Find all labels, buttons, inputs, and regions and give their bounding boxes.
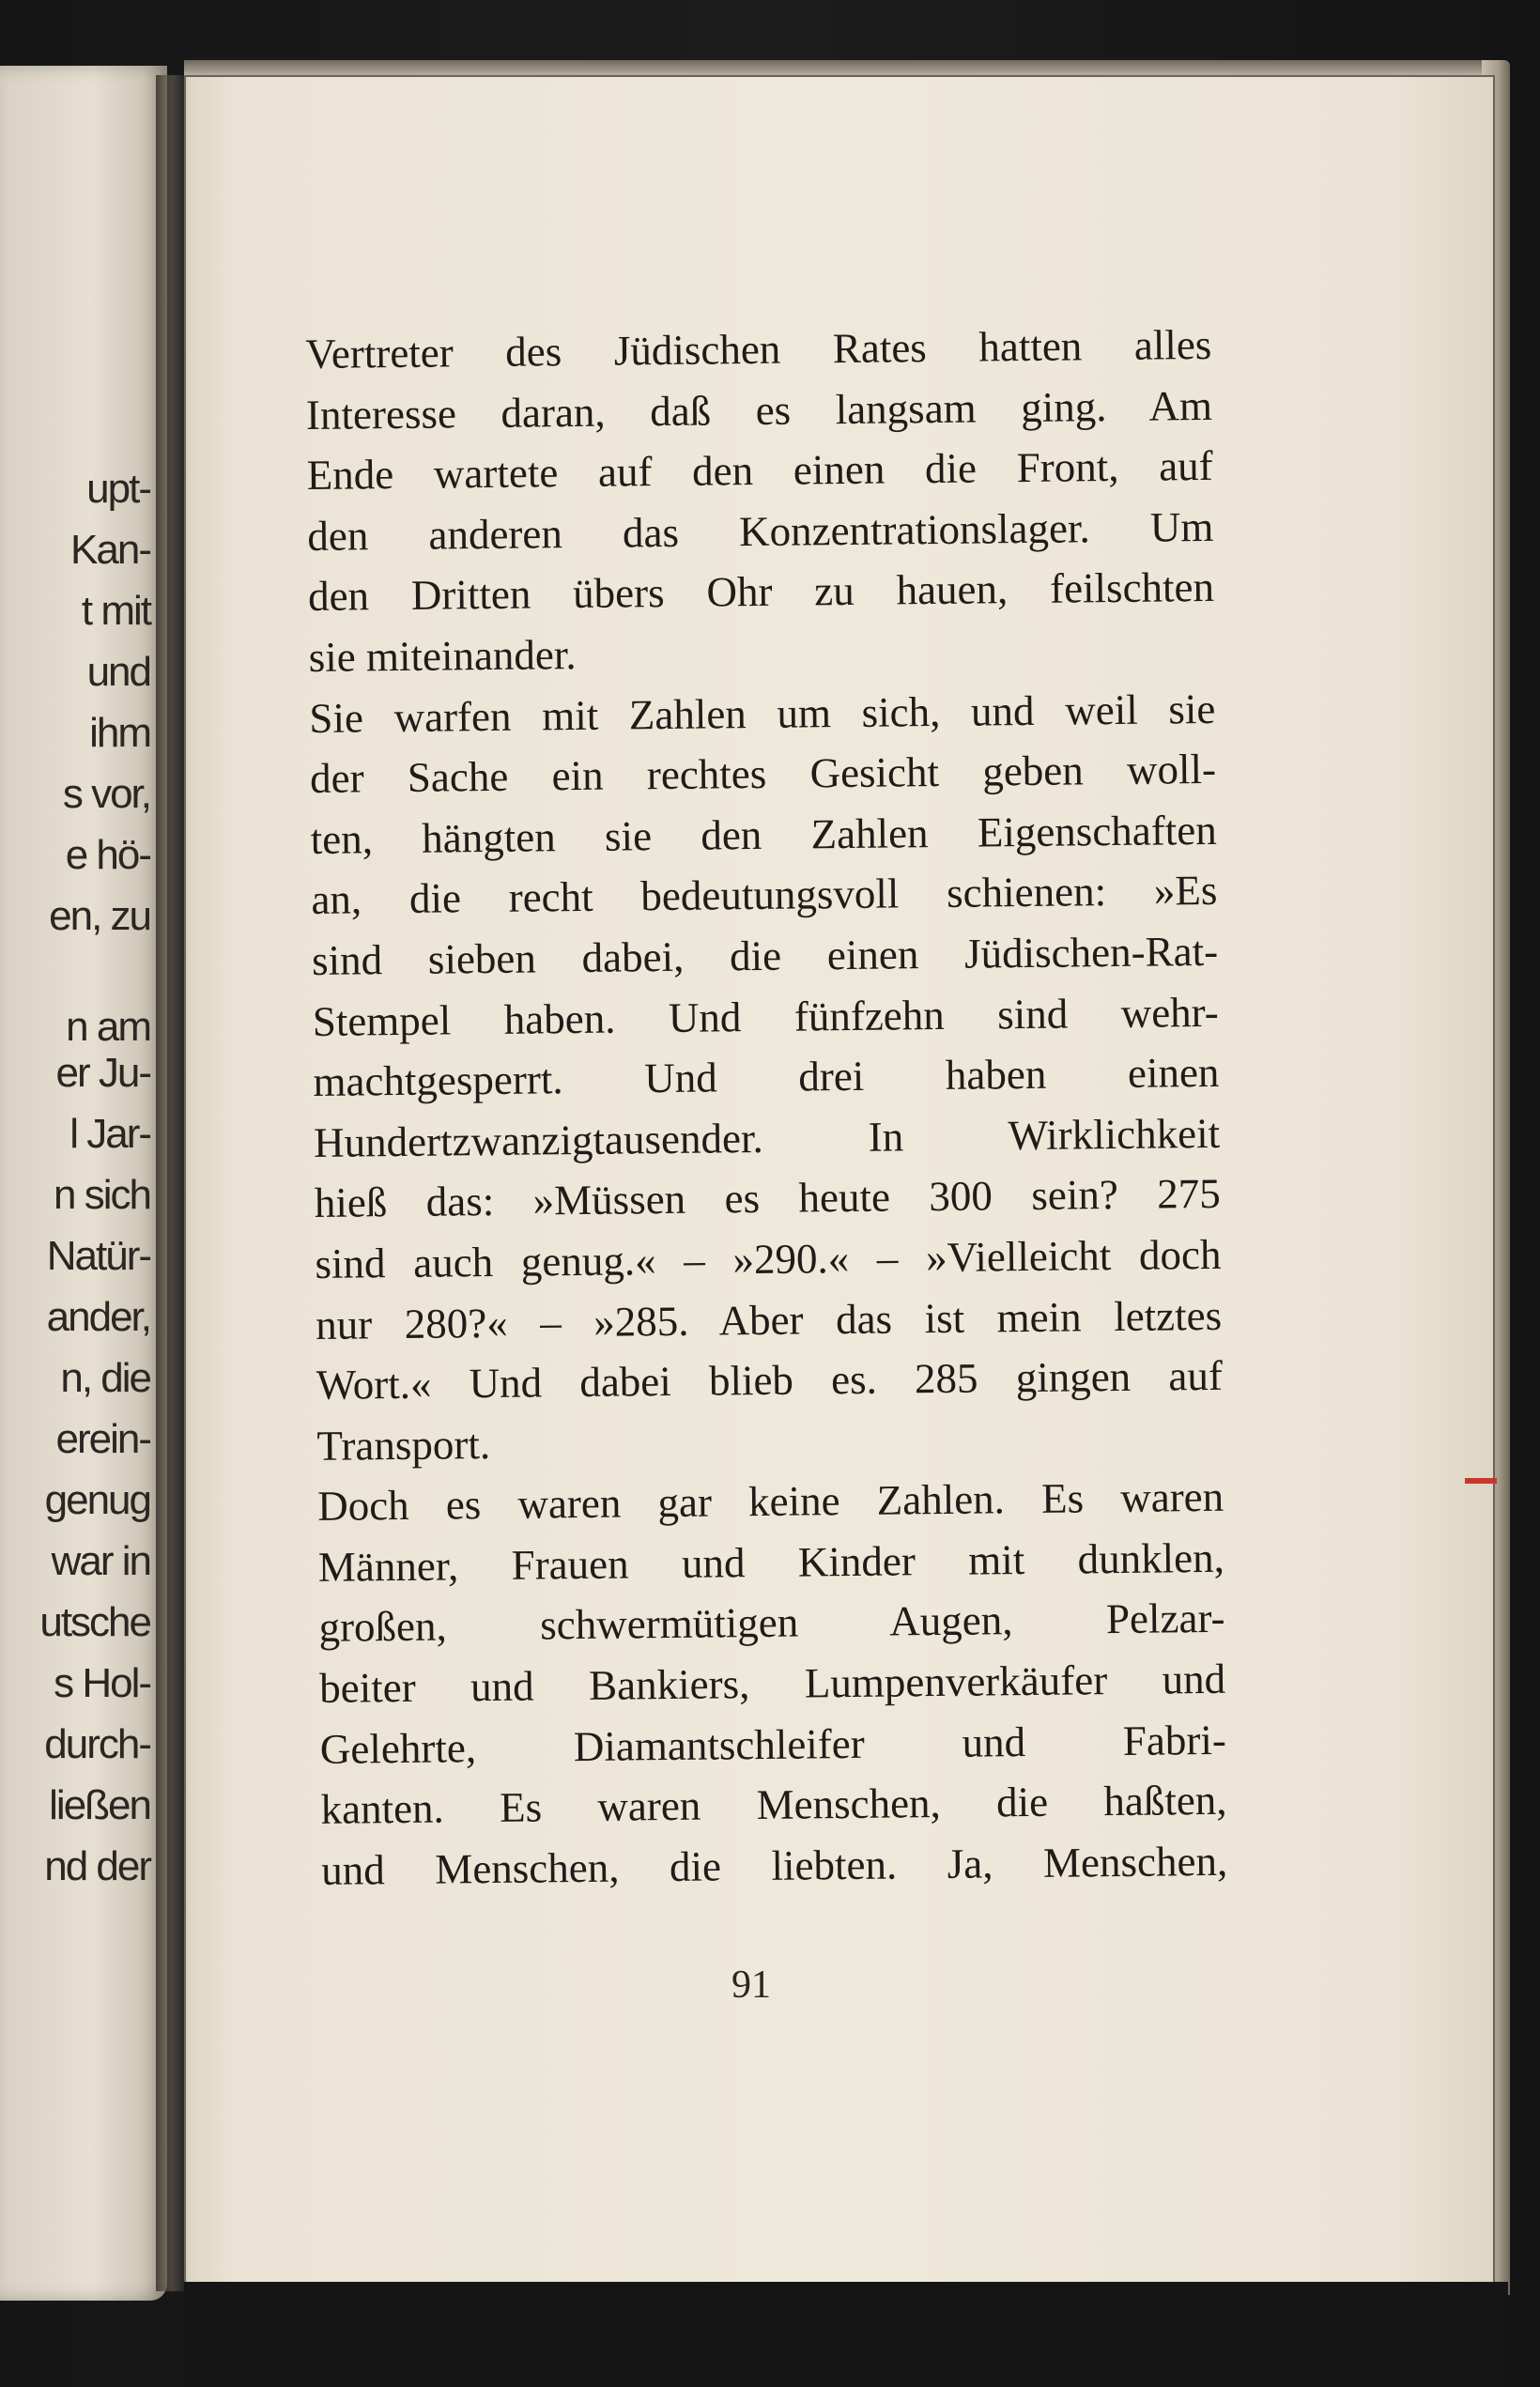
- text-line: Stempel haben. Und fünfzehn sind wehr-: [312, 988, 1219, 1045]
- text-line: Vertreter des Jüdischen Rates hatten alles: [305, 320, 1212, 377]
- text-line: Interesse daran, daß es langsam ging. Am: [305, 381, 1213, 439]
- left-line: ihm: [89, 710, 150, 756]
- left-page: [0, 66, 167, 2301]
- text-line: Hundertzwanzigtausender. In Wirklichkeit: [313, 1109, 1221, 1166]
- text-line: Sie warfen mit Zahlen um sich, und weil sie: [309, 685, 1216, 742]
- text-line: an, die recht bedeutungsvoll schienen: »Es: [311, 867, 1218, 924]
- bottom-shadow: [184, 2282, 1508, 2387]
- left-page-text: [0, 458, 158, 1897]
- left-line: ließen: [49, 1782, 150, 1828]
- bookmark-ribbon: [1465, 1478, 1497, 1484]
- text-line: Wort.« Und dabei blieb es. 285 gingen auf: [316, 1351, 1224, 1409]
- text-line: der Sache ein rechtes Gesicht geben woll-: [309, 746, 1217, 803]
- text-line: sie miteinander.: [308, 630, 577, 681]
- page-number: 91: [732, 1964, 771, 2007]
- text-line: Doch es waren gar keine Zahlen. Es waren: [316, 1473, 1224, 1531]
- text-line: sind sieben dabei, die einen Jüdischen-Rat-: [311, 927, 1219, 984]
- left-line: s vor,: [62, 771, 150, 817]
- text-line: hieß das: »Müssen es heute 300 sein? 275: [314, 1170, 1222, 1227]
- left-line: war in: [51, 1538, 150, 1584]
- book-gutter: [156, 75, 190, 2291]
- left-line: n am: [66, 1004, 150, 1042]
- left-line: er Ju-: [55, 1050, 150, 1096]
- left-line: n, die: [60, 1355, 150, 1401]
- left-line: ander,: [46, 1294, 150, 1340]
- left-line: durch-: [44, 1721, 150, 1767]
- left-line: t mit: [81, 588, 150, 634]
- left-line: l Jar-: [69, 1111, 150, 1157]
- text-line: kanten. Es waren Menschen, die haßten,: [320, 1777, 1227, 1834]
- left-line: nd der: [44, 1843, 150, 1889]
- text-line: Transport.: [316, 1420, 491, 1470]
- left-line: genug: [44, 1477, 150, 1523]
- left-line: upt-: [86, 466, 150, 512]
- text-line: den Dritten übers Ohr zu hauen, feilschten: [307, 563, 1215, 621]
- text-line: ten, hängten sie den Zahlen Eigenschaften: [310, 806, 1217, 863]
- left-line: erein-: [55, 1416, 150, 1462]
- left-line: n sich: [54, 1172, 150, 1218]
- text-line: großen, schwermütigen Augen, Pelzar-: [318, 1594, 1225, 1652]
- text-line: den anderen das Konzentrationslager. Um: [307, 502, 1214, 560]
- text-line: Gelehrte, Diamantschleifer und Fabri-: [319, 1716, 1227, 1773]
- text-line: Männer, Frauen und Kinder mit dunklen,: [317, 1533, 1225, 1591]
- text-line: und Menschen, die liebten. Ja, Menschen,: [320, 1837, 1228, 1894]
- left-line: s Hol-: [54, 1660, 150, 1706]
- left-line: und: [86, 649, 150, 695]
- page-body-text: [305, 315, 1228, 1901]
- left-line: e hö-: [65, 832, 150, 878]
- left-line: utsche: [39, 1599, 150, 1645]
- text-line: beiter und Bankiers, Lumpenverkäufer und: [318, 1655, 1226, 1712]
- text-line: sind auch genug.« – »290.« – »Vielleicht doch: [315, 1230, 1222, 1287]
- text-line: Ende wartete auf den einen die Front, auf: [306, 442, 1213, 500]
- text-line: nur 280?« – »285. Aber das ist mein letztes: [315, 1291, 1223, 1348]
- left-line: Natür-: [46, 1233, 150, 1279]
- left-line: en, zu: [49, 893, 150, 939]
- left-line: Kan-: [70, 527, 150, 573]
- text-line: machtgesperrt. Und drei haben einen: [313, 1048, 1220, 1106]
